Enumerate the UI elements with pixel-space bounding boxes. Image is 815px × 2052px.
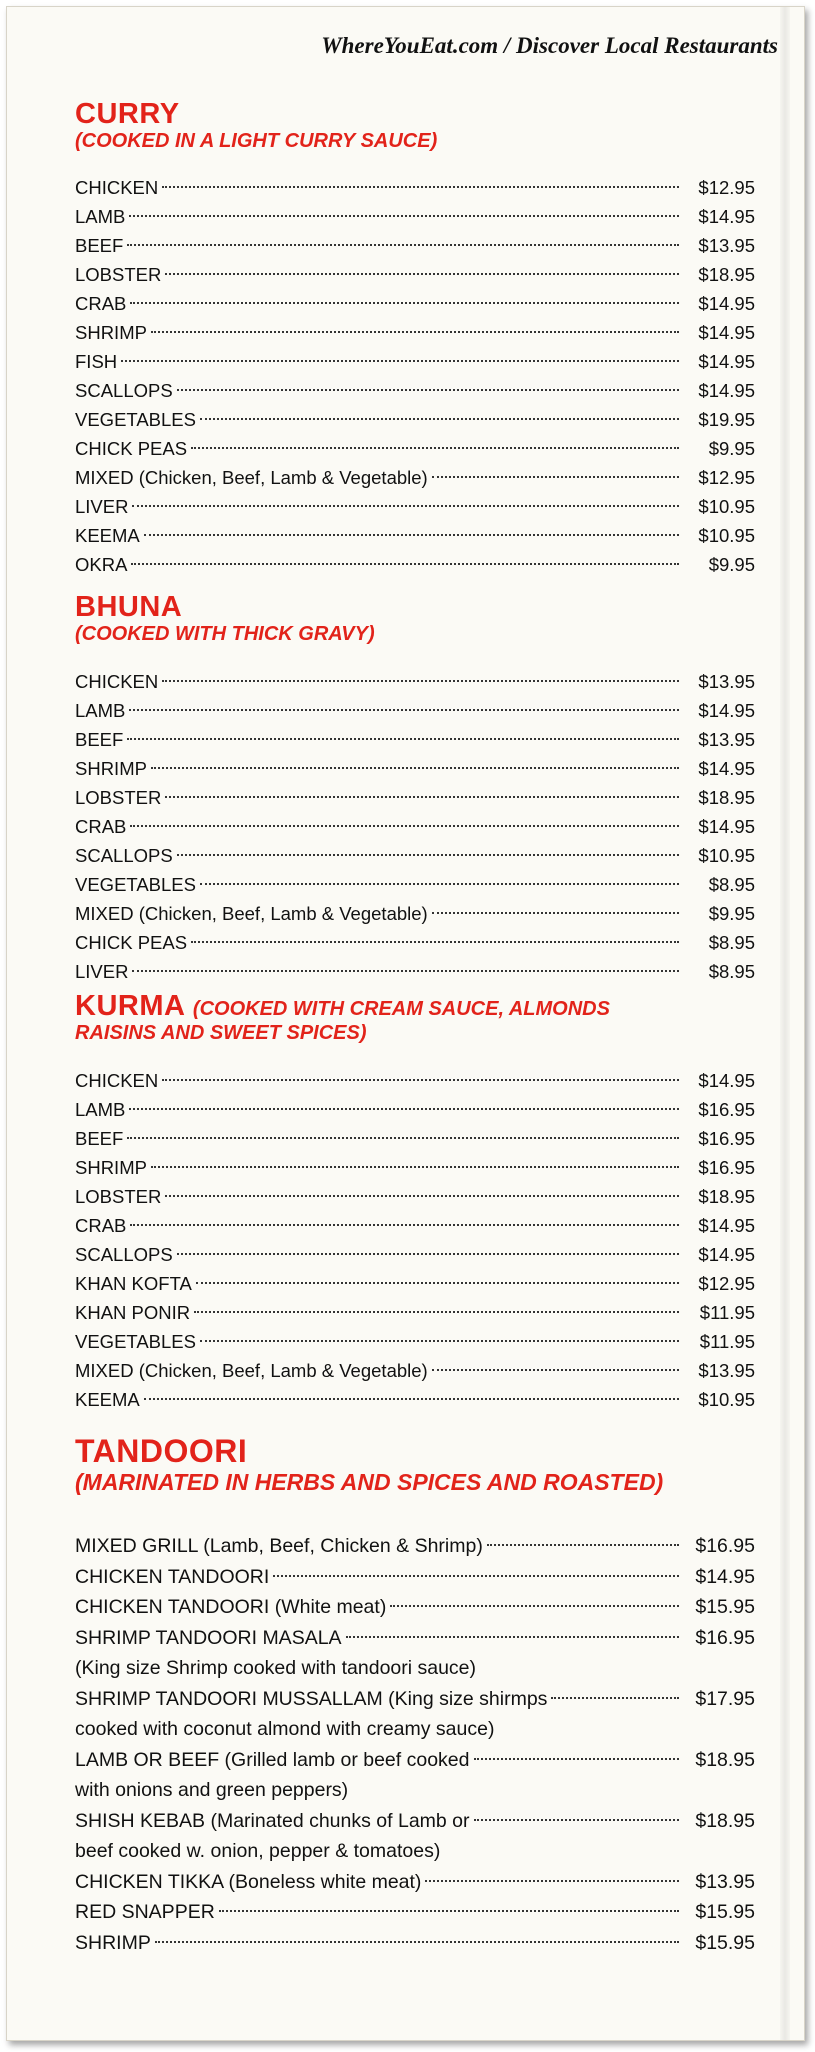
dot-leader [390, 1605, 679, 1607]
menu-item-name: MIXED (Chicken, Beef, Lamb & Vegetable) [75, 903, 428, 924]
dot-leader [129, 1108, 679, 1110]
menu-item-price: $13.95 [698, 235, 755, 256]
item-list-curry [75, 173, 755, 579]
section-subtitle: (COOKED WITH THICK GRAVY) [75, 623, 375, 646]
menu-item-name: LOBSTER [75, 264, 162, 285]
dot-leader [196, 1282, 679, 1284]
menu-item-price: $10.95 [698, 496, 755, 517]
menu-item-price: $12.95 [698, 1273, 755, 1294]
dot-leader [200, 1340, 679, 1342]
section-tandoori [75, 1435, 755, 1496]
menu-item-price: $14.95 [698, 758, 755, 779]
menu-item-price: $18.95 [698, 1186, 755, 1207]
menu-item-price: $11.95 [699, 1302, 755, 1323]
menu-item-name: SHRIMP [75, 1931, 151, 1954]
menu-item [75, 202, 755, 231]
dot-leader [162, 680, 679, 682]
menu-item [75, 1211, 755, 1240]
menu-item [75, 1562, 755, 1593]
menu-item-name: MIXED GRILL (Lamb, Beef, Chicken & Shrimp) [75, 1535, 483, 1557]
menu-item-price: $8.95 [708, 932, 755, 953]
menu-item-price: $16.95 [695, 1626, 755, 1649]
section-subtitle: (COOKED IN A LIGHT CURRY SAUCE) [75, 130, 438, 153]
menu-item-price: $16.95 [695, 1535, 755, 1557]
dot-leader [132, 970, 679, 972]
menu-item [75, 1095, 755, 1124]
menu-item-price: $14.95 [695, 1565, 755, 1588]
menu-item-name: VEGETABLES [75, 409, 196, 430]
dot-leader [151, 331, 679, 333]
menu-item-price: $18.95 [695, 1748, 755, 1771]
menu-item-price: $9.95 [708, 438, 755, 459]
menu-item [75, 1592, 755, 1623]
menu-item-name: BEEF [75, 729, 124, 750]
dot-leader [162, 186, 679, 188]
menu-item-price: $14.95 [698, 206, 755, 227]
menu-item [75, 318, 755, 347]
menu-item-price: $14.95 [698, 700, 755, 721]
dot-leader [474, 1819, 679, 1821]
dot-leader [132, 505, 679, 507]
dot-leader [273, 1575, 679, 1577]
menu-item-price: $15.95 [695, 1931, 755, 1954]
menu-item [75, 928, 755, 957]
dot-leader [165, 273, 679, 275]
dot-leader [151, 767, 679, 769]
menu-item [75, 1298, 755, 1327]
menu-item [75, 957, 755, 986]
menu-item-price: $14.95 [698, 293, 755, 314]
menu-item-price: $9.95 [708, 554, 755, 575]
dot-leader [127, 738, 679, 740]
dot-leader [346, 1636, 679, 1638]
menu-item-name: CHICKEN [75, 177, 159, 198]
watermark: WhereYouEat.com / Discover Local Restaurants [321, 33, 778, 58]
menu-item-price: $14.95 [698, 1070, 755, 1091]
menu-item [75, 347, 755, 376]
menu-item-description: beef cooked w. onion, pepper & tomatoes) [75, 1840, 441, 1862]
page-fold [780, 7, 790, 2040]
dot-leader [151, 1166, 679, 1168]
menu-item-name: LOBSTER [75, 787, 162, 808]
menu-item-price: $18.95 [698, 264, 755, 285]
dot-leader [130, 302, 679, 304]
menu-item [75, 1327, 755, 1356]
menu-item [75, 1153, 755, 1182]
menu-item-price: $12.95 [698, 467, 755, 488]
menu-item-name: VEGETABLES [75, 874, 196, 895]
menu-item [75, 783, 755, 812]
menu-item-name: SHRIMP TANDOORI MASALA [75, 1626, 342, 1649]
section-bhuna [75, 592, 755, 646]
dot-leader [432, 912, 679, 914]
section-subtitle: (MARINATED IN HERBS AND SPICES AND ROASTED) [75, 1468, 664, 1495]
dot-leader [194, 1311, 679, 1313]
dot-leader [487, 1544, 679, 1546]
menu-item-name: SCALLOPS [75, 1244, 173, 1265]
menu-item [75, 1240, 755, 1269]
section-subtitle: (COOKED WITH CREAM SAUCE, ALMONDS [192, 998, 610, 1020]
dot-leader [165, 796, 679, 798]
item-list-kurma [75, 1066, 755, 1414]
menu-item-name: BEEF [75, 235, 124, 256]
menu-item-price: $16.95 [698, 1099, 755, 1120]
menu-item [75, 521, 755, 550]
menu-item-price: $14.95 [698, 380, 755, 401]
dot-leader [130, 1224, 679, 1226]
menu-item-price: $14.95 [698, 816, 755, 837]
menu-item-name: CHICKEN TANDOORI [75, 1565, 270, 1588]
menu-item [75, 550, 755, 579]
menu-item-name: LAMB [75, 206, 126, 227]
section-title: BHUNA [75, 591, 183, 623]
menu-item-price: $8.95 [708, 874, 755, 895]
menu-item-name: CRAB [75, 293, 127, 314]
dot-leader [219, 1910, 679, 1912]
dot-leader [129, 215, 679, 217]
menu-item-price: $9.95 [708, 903, 755, 924]
menu-item-name: SHRIMP [75, 758, 147, 779]
dot-leader [165, 1195, 679, 1197]
menu-item-price: $15.95 [695, 1901, 755, 1923]
menu-item-name: LAMB OR BEEF (Grilled lamb or beef cooked [75, 1748, 470, 1771]
menu-item-price: $12.95 [698, 177, 755, 198]
section-title: TANDOORI [75, 1433, 248, 1469]
menu-item-price: $13.95 [698, 671, 755, 692]
menu-item [75, 492, 755, 521]
menu-item [75, 1867, 755, 1898]
menu-item [75, 754, 755, 783]
dot-leader [432, 476, 679, 478]
dot-leader [121, 360, 679, 362]
menu-item [75, 376, 755, 405]
menu-item [75, 667, 755, 696]
dot-leader [162, 1079, 679, 1081]
item-list-tandoori [75, 1531, 755, 1958]
dot-leader [129, 709, 679, 711]
menu-item-name: KEEMA [75, 525, 140, 546]
menu-item-name: RED SNAPPER [75, 1901, 215, 1923]
menu-item-price: $10.95 [698, 845, 755, 866]
menu-item [75, 405, 755, 434]
menu-item-name: CHICK PEAS [75, 932, 188, 953]
menu-item [75, 231, 755, 260]
menu-item-name: SHRIMP [75, 322, 147, 343]
menu-item-name: LOBSTER [75, 1186, 162, 1207]
menu-item-price: $8.95 [708, 961, 755, 982]
menu-item-name: OKRA [75, 554, 128, 575]
section-title-line [75, 991, 755, 1021]
menu-item-price: $14.95 [698, 351, 755, 372]
menu-item-price: $17.95 [695, 1687, 755, 1710]
menu-item [75, 1745, 755, 1776]
menu-item-name: CHICKEN TIKKA (Boneless white meat) [75, 1870, 422, 1893]
menu-item-name: KEEMA [75, 1389, 140, 1410]
dot-leader [474, 1758, 680, 1760]
menu-item [75, 1182, 755, 1211]
dot-leader [177, 854, 679, 856]
menu-item [75, 841, 755, 870]
menu-item-price: $16.95 [698, 1128, 755, 1149]
menu-item-name: CHICKEN [75, 671, 159, 692]
menu-item-name: FISH [75, 351, 118, 372]
menu-item-price: $18.95 [698, 787, 755, 808]
menu-item [75, 1897, 755, 1928]
menu-item-price: $13.95 [698, 729, 755, 750]
dot-leader [425, 1880, 679, 1882]
menu-item [75, 289, 755, 318]
dot-leader [127, 1137, 679, 1139]
dot-leader [144, 534, 679, 536]
menu-item-name: CHICKEN TANDOORI (White meat) [75, 1596, 387, 1618]
menu-item-description: cooked with coconut almond with creamy sauce) [75, 1718, 495, 1740]
menu-item-price: $18.95 [695, 1809, 755, 1832]
dot-leader [200, 418, 679, 420]
dot-leader [177, 389, 679, 391]
menu-item-price: $13.95 [698, 1360, 755, 1381]
menu-item-name: KHAN KOFTA [75, 1273, 192, 1294]
dot-leader [144, 1398, 679, 1400]
menu-item [75, 812, 755, 841]
menu-item-name: MIXED (Chicken, Beef, Lamb & Vegetable) [75, 467, 428, 488]
menu-item [75, 870, 755, 899]
dot-leader [200, 883, 679, 885]
menu-item-name: CHICKEN [75, 1070, 159, 1091]
menu-item-description: with onions and green peppers) [75, 1779, 349, 1801]
dot-leader [155, 1941, 679, 1943]
menu-item-price: $10.95 [698, 525, 755, 546]
item-list-bhuna [75, 667, 755, 986]
menu-item [75, 696, 755, 725]
section-title: KURMA [75, 990, 185, 1022]
menu-item [75, 1806, 755, 1837]
menu-item [75, 725, 755, 754]
menu-item-price: $16.95 [698, 1157, 755, 1178]
menu-item [75, 1066, 755, 1095]
dot-leader [191, 447, 679, 449]
menu-item-name: LIVER [75, 496, 129, 517]
section-kurma [75, 991, 755, 1045]
menu-item [75, 1623, 755, 1654]
menu-item-name: SCALLOPS [75, 845, 173, 866]
section-curry [75, 99, 755, 153]
dot-leader [191, 941, 679, 943]
menu-item-name: MIXED (Chicken, Beef, Lamb & Vegetable) [75, 1360, 428, 1381]
menu-item-name: CHICK PEAS [75, 438, 188, 459]
menu-item-price: $11.95 [699, 1331, 755, 1352]
dot-leader [130, 825, 679, 827]
menu-item-name: CRAB [75, 1215, 127, 1236]
menu-item [75, 1124, 755, 1153]
menu-item-name: SHISH KEBAB (Marinated chunks of Lamb or [75, 1809, 470, 1832]
menu-item [75, 1684, 755, 1715]
menu-item-price: $14.95 [698, 1215, 755, 1236]
menu-item-name: LAMB [75, 700, 126, 721]
menu-item [75, 1928, 755, 1959]
menu-item-name: BEEF [75, 1128, 124, 1149]
dot-leader [432, 1369, 679, 1371]
section-title: CURRY [75, 98, 180, 130]
menu-item-name: CRAB [75, 816, 127, 837]
menu-item [75, 1356, 755, 1385]
section-subtitle-continued: RAISINS AND SWEET SPICES) [75, 1022, 367, 1045]
menu-item-name: SHRIMP TANDOORI MUSSALLAM (King size shirmps [75, 1687, 548, 1710]
dot-leader [551, 1697, 679, 1699]
menu-item [75, 463, 755, 492]
dot-leader [131, 563, 679, 565]
menu-item-price: $10.95 [698, 1389, 755, 1410]
menu-item-description: (King size Shrimp cooked with tandoori sauce) [75, 1657, 477, 1679]
menu-item-price: $15.95 [695, 1596, 755, 1618]
menu-item-price: $14.95 [698, 322, 755, 343]
dot-leader [127, 244, 679, 246]
menu-item-name: LAMB [75, 1099, 126, 1120]
menu-page [6, 6, 805, 2041]
menu-item [75, 899, 755, 928]
menu-item [75, 1269, 755, 1298]
menu-item-name: VEGETABLES [75, 1331, 196, 1352]
menu-item-name: KHAN PONIR [75, 1302, 191, 1323]
menu-item [75, 434, 755, 463]
menu-item [75, 260, 755, 289]
dot-leader [177, 1253, 679, 1255]
menu-item-price: $14.95 [698, 1244, 755, 1265]
menu-item-name: SHRIMP [75, 1157, 147, 1178]
menu-item-name: SCALLOPS [75, 380, 173, 401]
menu-item-price: $13.95 [695, 1870, 755, 1893]
menu-item [75, 1531, 755, 1562]
menu-item-price: $19.95 [698, 409, 755, 430]
menu-item-name: LIVER [75, 961, 129, 982]
menu-item [75, 173, 755, 202]
menu-item [75, 1385, 755, 1414]
